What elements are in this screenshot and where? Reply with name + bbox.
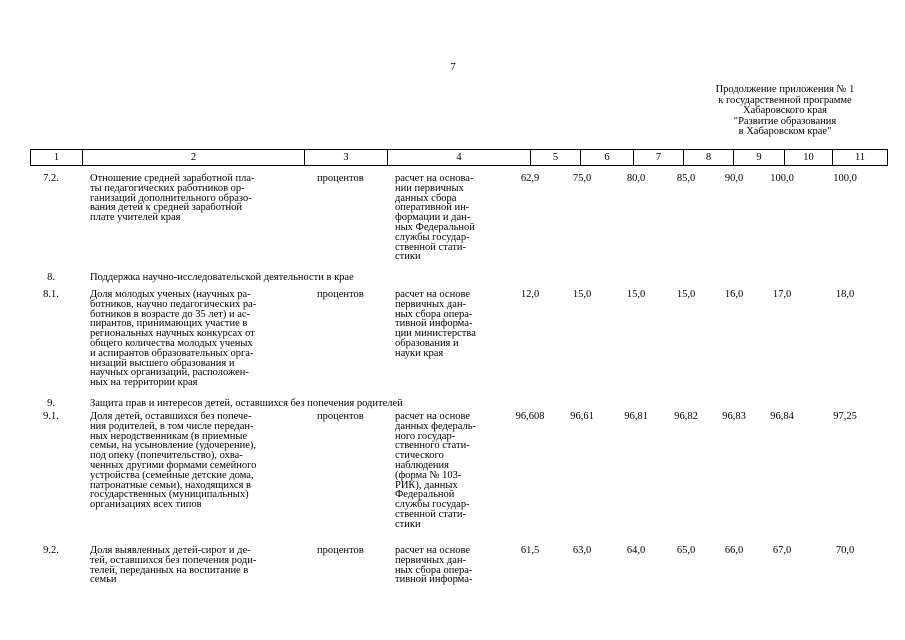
section-title: Поддержка научно-исследовательской деятельности в крае (90, 272, 354, 283)
row-number: 9. (47, 398, 55, 409)
text-line: организациях всех типов (90, 499, 202, 511)
text-line: ных сбора опера- (395, 308, 473, 320)
text-line: патронатные семьи), находящихся в (90, 479, 252, 491)
unit-of-measure: процентов (317, 545, 364, 556)
unit-of-measure: процентов (317, 411, 364, 422)
text-line: Доля молодых ученых (научных ра- (90, 289, 251, 300)
text-line: оперативной ин- (395, 202, 470, 214)
text-line: ции министерства (395, 328, 476, 340)
value-cell: 15,0 (676, 289, 696, 300)
text-line: плате учителей края (90, 212, 181, 224)
text-line: тивной информа- (395, 318, 473, 330)
column-number-header (30, 149, 888, 166)
row-number: 7.2. (43, 173, 59, 184)
value-cell: 65,0 (676, 545, 696, 556)
text-line: вания детей к средней заработной (90, 202, 242, 214)
text-line: данных сбора (395, 192, 457, 204)
text-line: телей, переданных на воспитание в (90, 564, 249, 576)
text-line: Доля выявленных детей-сирот и де- (90, 545, 251, 556)
text-line: низаций высшего образования и (90, 357, 235, 369)
indicator-name (90, 546, 305, 585)
indicator-name (90, 174, 305, 223)
text-line: первичных дан- (395, 554, 467, 566)
appendix-line: в Хабаровском крае" (738, 126, 832, 137)
text-line: региональных научных конкурсах от (90, 328, 255, 340)
text-line: нии первичных (395, 182, 464, 194)
value-cell: 90,0 (724, 173, 744, 184)
text-line: ственной стати- (395, 508, 467, 520)
appendix-line: "Развитие образования (733, 115, 837, 127)
row-number: 9.2. (43, 545, 59, 556)
text-line: ственного стати- (395, 440, 470, 452)
text-line: Отношение средней заработной пла- (90, 173, 255, 184)
text-line: под опеку (попечительство), охва- (90, 450, 243, 462)
text-line: расчет на основе (395, 289, 471, 300)
text-line: (форма № 103- (395, 469, 462, 481)
data-source (395, 174, 505, 262)
value-cell: 70,0 (835, 545, 855, 556)
column-header: 9 (734, 150, 785, 166)
data-source (395, 546, 505, 585)
text-line: науки края (395, 347, 444, 359)
value-cell: 75,0 (572, 173, 592, 184)
value-cell: 80,0 (626, 173, 646, 184)
column-header: 2 (83, 150, 305, 166)
value-cell: 63,0 (572, 545, 592, 556)
text-line: данных федераль- (395, 420, 477, 432)
text-line: ты педагогических работников ор- (90, 182, 245, 194)
value-cell: 61,5 (520, 545, 540, 556)
column-header: 5 (531, 150, 581, 166)
appendix-line: Хабаровского края (743, 105, 827, 116)
column-header: 11 (833, 150, 888, 166)
appendix-note (690, 85, 880, 138)
column-header: 8 (684, 150, 734, 166)
value-cell: 96,83 (722, 411, 746, 422)
text-line: стики (395, 251, 421, 263)
text-line: ченных другими формами семейного (90, 459, 257, 471)
row-number: 9.1. (43, 411, 59, 422)
text-line: стики (395, 518, 421, 530)
appendix-line: Продолжение приложения № 1 (715, 84, 855, 95)
column-header: 7 (634, 150, 684, 166)
text-line: тей, оставшихся без попечения роди- (90, 554, 257, 566)
page-number: 7 (450, 61, 456, 73)
text-line: ных неродственникам (в приемные (90, 430, 248, 442)
value-cell: 17,0 (772, 289, 792, 300)
row-number: 8.1. (43, 289, 59, 300)
value-cell: 100,0 (770, 173, 794, 184)
text-line: устройства (семейные детские дома, (90, 469, 254, 481)
indicator-name (90, 290, 305, 388)
text-line: Федеральной (395, 489, 455, 501)
column-header: 4 (388, 150, 531, 166)
value-cell: 67,0 (772, 545, 792, 556)
value-cell: 16,0 (724, 289, 744, 300)
column-header: 10 (785, 150, 833, 166)
text-line: образования и (395, 337, 459, 349)
text-line: формации и дан- (395, 212, 471, 224)
value-cell: 96,608 (515, 411, 545, 422)
text-line: и аспирантов образовательных орга- (90, 347, 254, 359)
text-line: семьи (90, 574, 117, 586)
value-cell: 18,0 (835, 289, 855, 300)
data-source (395, 290, 505, 359)
value-cell: 15,0 (572, 289, 592, 300)
text-line: службы государ- (395, 231, 470, 243)
text-line: расчет на основа- (395, 173, 474, 184)
text-line: тивной информа- (395, 574, 473, 586)
text-line: ных на территории края (90, 377, 198, 389)
text-line: первичных дан- (395, 298, 467, 310)
text-line: стического (395, 450, 444, 462)
text-line: научных организаций, расположен- (90, 367, 249, 379)
text-line: ных сбора опера- (395, 564, 473, 576)
data-source (395, 412, 505, 530)
text-line: РИК), данных (395, 479, 458, 491)
text-line: Доля детей, оставшихся без попече- (90, 411, 252, 422)
value-cell: 15,0 (626, 289, 646, 300)
section-title: Защита прав и интересов детей, оставшихся без попечения родителей (90, 398, 403, 409)
unit-of-measure: процентов (317, 173, 364, 184)
text-line: государственных (муниципальных) (90, 489, 249, 501)
text-line: ного государ- (395, 430, 456, 442)
column-header: 1 (31, 150, 83, 166)
value-cell: 85,0 (676, 173, 696, 184)
value-cell: 100,0 (833, 173, 857, 184)
text-line: расчет на основе (395, 411, 471, 422)
text-line: пирантов, принимающих участие в (90, 318, 248, 330)
text-line: семьи, на усыновление (удочерение), (90, 440, 257, 452)
text-line: ботников, научно педагогических ра- (90, 298, 257, 310)
appendix-line: к государственной программе (718, 94, 852, 106)
column-header: 6 (581, 150, 634, 166)
text-line: службы государ- (395, 499, 470, 511)
indicator-name (90, 412, 305, 510)
value-cell: 96,61 (570, 411, 594, 422)
text-line: наблюдения (395, 459, 449, 471)
text-line: ботников в возрасте до 35 лет) и ас- (90, 308, 251, 320)
value-cell: 96,84 (770, 411, 794, 422)
value-cell: 64,0 (626, 545, 646, 556)
value-cell: 62,9 (520, 173, 540, 184)
value-cell: 97,25 (833, 411, 857, 422)
value-cell: 66,0 (724, 545, 744, 556)
text-line: общего количества молодых ученых (90, 337, 253, 349)
text-line: ганизаций дополнительного образо- (90, 192, 252, 204)
column-header: 3 (305, 150, 388, 166)
value-cell: 96,81 (624, 411, 648, 422)
row-number: 8. (47, 272, 55, 283)
unit-of-measure: процентов (317, 289, 364, 300)
text-line: ственной стати- (395, 241, 467, 253)
text-line: ных Федеральной (395, 221, 475, 233)
value-cell: 12,0 (520, 289, 540, 300)
text-line: расчет на основе (395, 545, 471, 556)
value-cell: 96,82 (674, 411, 698, 422)
text-line: ния родителей, в том числе передан- (90, 420, 254, 432)
